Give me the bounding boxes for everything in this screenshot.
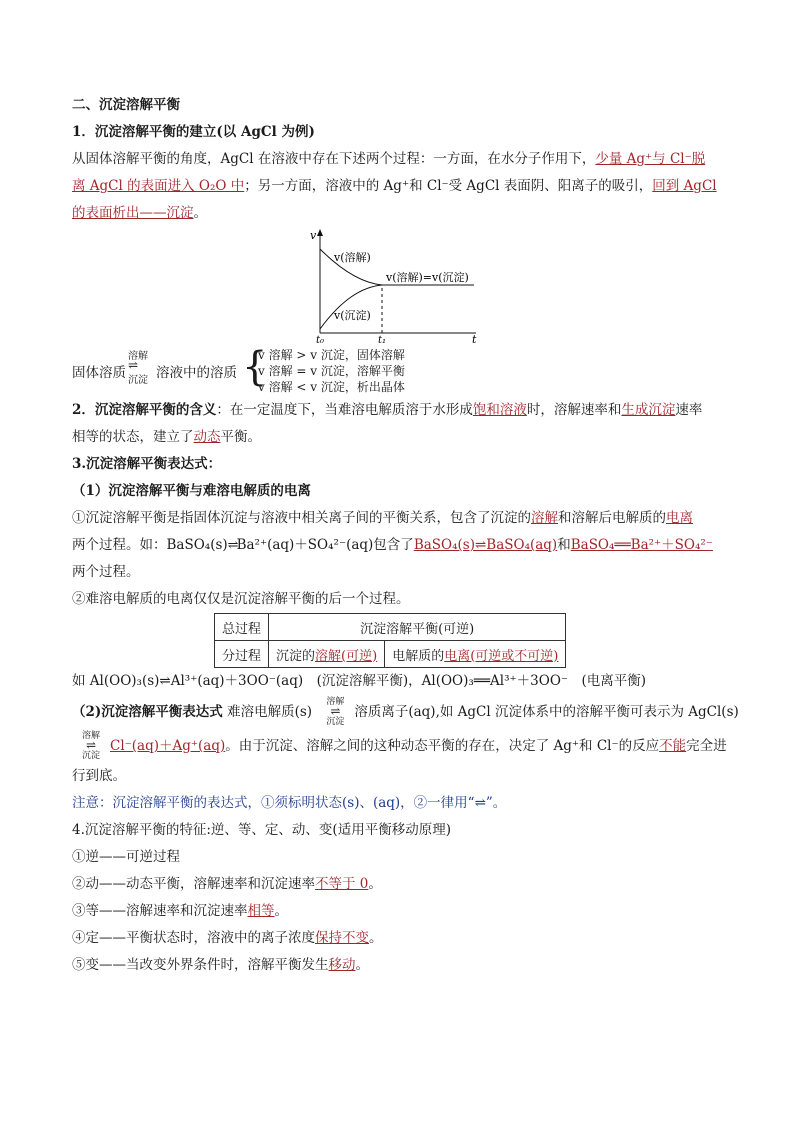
answer-blank: 回到 AgCl: [652, 178, 717, 194]
subsection-1: （1）沉淀溶解平衡与难溶电解质的电离: [72, 483, 311, 499]
paragraph-line: （2)沉淀溶解平衡表达式 难溶电解质(s) 溶解 ⇌ 沉淀溶质离子(aq),如 AgCl 沉淀体系中的溶解平衡可表示为 AgCl(s): [72, 697, 739, 727]
case-equilibrium: v 溶解 = v 沉淀，溶解平衡: [258, 364, 405, 378]
answer-blank: 动态: [193, 429, 221, 445]
answer-blank: 不等于 0: [315, 876, 369, 892]
table-row: [215, 614, 566, 641]
table-cell: 总过程: [215, 614, 269, 641]
rate-time-graph: [72, 227, 724, 345]
paragraph-line: ②难溶电解质的电离仅仅是沉淀溶解平衡的后一个过程。: [72, 591, 410, 607]
paragraph-line: 溶解 ⇌ 沉淀Cl⁻(aq)＋Ag⁺(aq)。由于沉淀、溶解之间的这种动态平衡的存在，决定了 Ag⁺和 Cl⁻的反应不能完全进: [72, 729, 724, 763]
answer-blank: 离 AgCl 的表面进入 O₂O 中: [72, 178, 245, 194]
paragraph-line: 两个过程。如：BaSO₄(s)⇌Ba²⁺(aq)＋SO₄²⁻(aq)包含了BaSO₄(s)⇌BaSO₄(aq)和BaSO₄══Ba²⁺＋SO₄²⁻: [72, 537, 713, 553]
list-item: ①逆——可逆过程: [72, 849, 180, 865]
table-row: [215, 641, 566, 668]
table-cell: 沉淀溶解平衡(可逆): [269, 614, 566, 641]
lower-curve-label: v(沉淀): [334, 309, 371, 322]
equal-label: v(溶解)=v(沉淀): [386, 271, 469, 284]
answer-blank: 移动: [328, 957, 356, 973]
paragraph-line: 相等的状态，建立了动态平衡。: [72, 429, 261, 445]
paragraph-line: ①沉淀溶解平衡是指固体沉淀与溶液中相关离子间的平衡关系，包含了沉淀的溶解和溶解后电解质的电离: [72, 510, 693, 526]
graph-svg: [302, 227, 542, 345]
process-table: [214, 613, 566, 668]
t1-label: t₁: [378, 335, 387, 345]
answer-blank: 电离: [666, 510, 693, 526]
upper-curve-label: v(溶解): [334, 251, 371, 264]
answer-blank: 相等: [247, 903, 275, 919]
list-item: ⑤变——当改变外界条件时，溶解平衡发生移动。: [72, 957, 369, 973]
y-axis-label: v: [310, 229, 317, 242]
section-heading: 二、沉淀溶解平衡: [72, 97, 180, 113]
paragraph-line: 从固体溶解平衡的角度，AgCl 在溶液中存在下述两个过程：一方面，在水分子作用下，少量 Ag⁺与 Cl⁻脱: [72, 151, 706, 167]
paragraph-line: 两个过程。: [72, 564, 140, 580]
answer-blank: 少量 Ag⁺与 Cl⁻脱: [595, 151, 706, 167]
paragraph-line: 2．沉淀溶解平衡的含义：在一定温度下，当难溶电解质溶于水形成饱和溶液时，溶解速率和生成沉淀速率: [72, 402, 703, 418]
answer-blank: 生成沉淀: [621, 402, 676, 418]
x-axis-label: t: [472, 333, 477, 345]
formula-mid: 溶液中的溶质: [156, 365, 237, 381]
t0-label: t₀: [316, 335, 325, 345]
answer-blank: BaSO₄(s)⇌BaSO₄(aq): [413, 537, 558, 553]
list-item: ④定——平衡状态时，溶液中的离子浓度保持不变。: [72, 930, 383, 946]
paragraph-line: 的表面析出——沉淀。: [72, 205, 207, 221]
answer-blank: 饱和溶液: [472, 402, 527, 418]
answer-blank: 保持不变: [315, 930, 369, 946]
precipitation-curve: [320, 285, 382, 329]
y-axis-arrow: [317, 229, 323, 236]
answer-blank: Cl⁻(aq)＋Ag⁺(aq): [110, 738, 226, 754]
subsection-title-1: 1．沉淀溶解平衡的建立(以 AgCl 为例): [72, 124, 315, 140]
answer-blank: 不能: [659, 738, 687, 754]
answer-blank: 的表面析出——沉淀: [72, 205, 194, 221]
dissolution-formula: [72, 345, 724, 397]
answer-blank: BaSO₄══Ba²⁺＋SO₄²⁻: [570, 537, 713, 553]
example-line: 如 Al(OO)₃(s)⇌Al³⁺(aq)＋3OO⁻(aq) (沉淀溶解平衡)，Al(OO)₃══Al³⁺＋3OO⁻ (电离平衡): [72, 673, 647, 689]
formula-lhs: 固体溶质: [72, 365, 126, 381]
table-cell: 电解质的电离(可逆或不可逆): [385, 641, 566, 668]
table-cell: 沉淀的溶解(可逆): [269, 641, 385, 668]
formula-top-label: 溶解: [128, 351, 148, 362]
table-cell: 分过程: [215, 641, 269, 668]
answer-blank: 溶解(可逆): [315, 648, 378, 664]
list-item: ②动——动态平衡，溶解速率和沉淀速率不等于 0。: [72, 876, 382, 892]
equilibrium-arrow: 溶解 ⇌ 沉淀: [81, 731, 100, 761]
document-body: [72, 92, 739, 979]
formula-bottom-label: 沉淀: [128, 375, 148, 386]
paragraph-line: 行到底。: [72, 768, 126, 784]
left-brace: {: [242, 344, 268, 390]
subsection-title-3: 3.沉淀溶解平衡表达式：: [72, 456, 222, 472]
formula-cases: [258, 347, 405, 395]
paragraph-line: 离 AgCl 的表面进入 O₂O 中；另一方面，溶液中的 Ag⁺和 Cl⁻受 AgCl 表面阴、阳离子的吸引，回到 AgCl: [72, 178, 717, 194]
case-dissolve: v 溶解 > v 沉淀，固体溶解: [258, 348, 405, 362]
answer-blank: 溶解: [531, 510, 558, 526]
subsection-title-4: 4.沉淀溶解平衡的特征:逆、等、定、动、变(适用平衡移动原理): [72, 822, 451, 838]
case-precipitate: v 溶解 < v 沉淀，析出晶体: [258, 380, 405, 394]
equilibrium-arrow: ⇌: [227, 538, 237, 553]
answer-blank: 电离(可逆或不可逆): [444, 648, 559, 664]
equilibrium-arrow: 溶解 ⇌ 沉淀: [326, 697, 345, 727]
list-item: ③等——溶解速率和沉淀速率相等。: [72, 903, 288, 919]
note-line: 注意：沉淀溶解平衡的表达式，①须标明状态(s)、(aq)，②一律用“⇌”。: [72, 795, 507, 811]
equilibrium-arrow: ⇌: [128, 358, 139, 372]
